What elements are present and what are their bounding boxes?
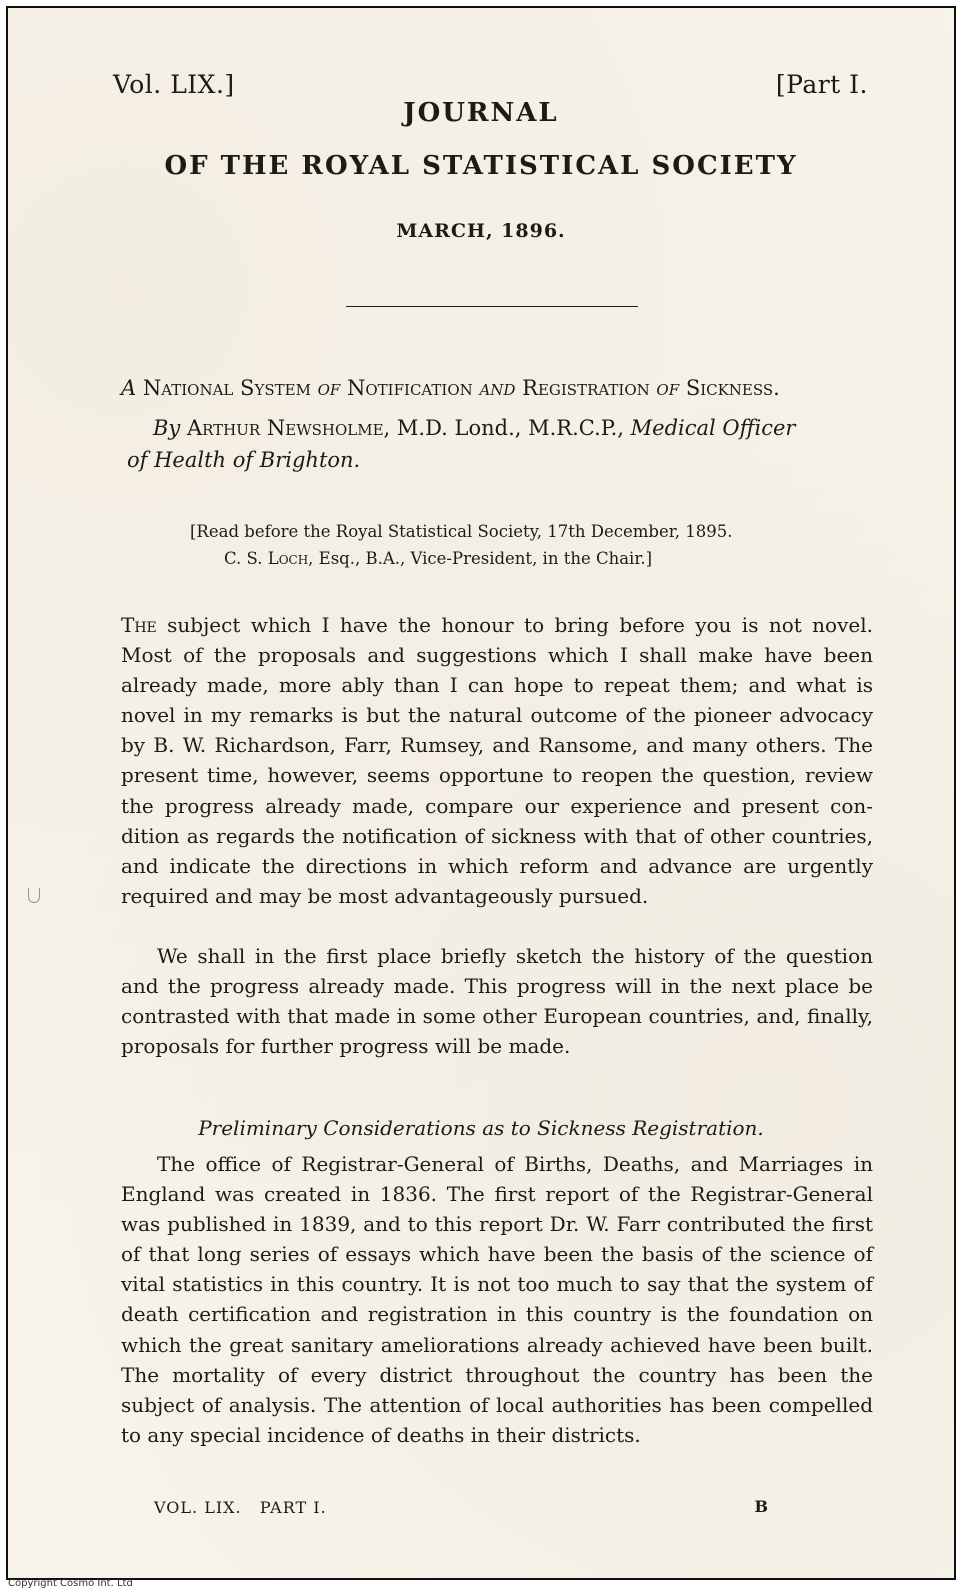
margin-pencil-mark [28, 888, 40, 903]
title-article: A [121, 376, 137, 400]
author-byline [127, 412, 883, 476]
scanned-page [6, 6, 956, 1580]
issue-date: MARCH, 1896. [396, 220, 566, 242]
read-before-note [190, 518, 830, 572]
title-connector: of [317, 376, 341, 400]
running-header-volume: Vol. LIX.] [113, 70, 235, 99]
title-connector: and [479, 376, 516, 400]
journal-subtitle: OF THE ROYAL STATISTICAL SOCIETY [164, 151, 798, 181]
title-segment: Registration [515, 376, 657, 400]
author-role: Medical Officer [630, 416, 796, 440]
chair-details: Esq., B.A., Vice-President, in the Chair.] [313, 549, 653, 568]
paragraph-opening-word: The [121, 613, 157, 637]
byline-prefix: By [153, 416, 187, 440]
signature-mark: B [754, 1497, 768, 1516]
chair-name: C. S. Loch, [224, 549, 314, 568]
page-paper [8, 8, 954, 1578]
body-paragraph-1 [121, 610, 873, 911]
read-note-line1: [Read before the Royal Statistical Society, 17th December, 1895. [190, 522, 733, 541]
signature-line: VOL. LIX. PART I. [154, 1498, 327, 1517]
body-paragraph-3: The office of Registrar-General of Births, Deaths, and Marriages in England was created in 1836. The first report of the Registrar-General was published in 1839, and to this report Dr. W. Farr contributed the first of that long series of essays which have been the basis of the science of vital statistics in this country. It is not too much to say that the system of death certification and registration in this country is the foundation on which the great sanitary ameliorations already achieved have been built. The mortality of every district throughout the country has been the subject of analysis. The attention of local authorities has been compelled to any special incidence of deaths in their districts. [121, 1152, 873, 1447]
read-note-line2 [224, 545, 830, 572]
title-segment: Sickness. [679, 376, 780, 400]
author-name: Arthur Newsholme, [186, 416, 391, 440]
title-divider-rule [346, 306, 638, 307]
author-role-continued: of Health of Brighton. [127, 448, 361, 472]
paragraph-text: subject which I have the honour to bring before you is not novel. Most of the proposals and suggestions which I shall make have been already made, more ably than I can hope to repeat them; and what is novel in my remarks is but the natural outcome of the pioneer advocacy by B. W. Richardson, Farr, Rumsey, and Ransome, and many others. The present time, however, seems opportune to reopen the question, review the progress already made, compare our experience and present condition as regards the notification of sickness with that of other countries, and indicate the directions in which reform and advance are urgently required and may be most advantageously pursued. [121, 613, 873, 908]
paper-title [121, 372, 881, 404]
copyright-notice: Copyright Cosmo Int. Ltd [8, 1578, 133, 1589]
title-segment: Notification [340, 376, 480, 400]
journal-title: JOURNAL [403, 98, 559, 128]
section-heading: Preliminary Considerations as to Sickness Registration. [198, 1116, 764, 1140]
title-connector: of [656, 376, 680, 400]
title-segment: National System [136, 376, 318, 400]
body-paragraph-2: We shall in the first place briefly sketch the history of the question and the progress already made. This progress will in the next place be contrasted with that made in some other European countries, and, finally, proposals for further progress will be made. [121, 944, 873, 1059]
running-header-part: [Part I. [775, 70, 868, 99]
author-degrees: M.D. Lond., M.R.C.P., [390, 416, 631, 440]
